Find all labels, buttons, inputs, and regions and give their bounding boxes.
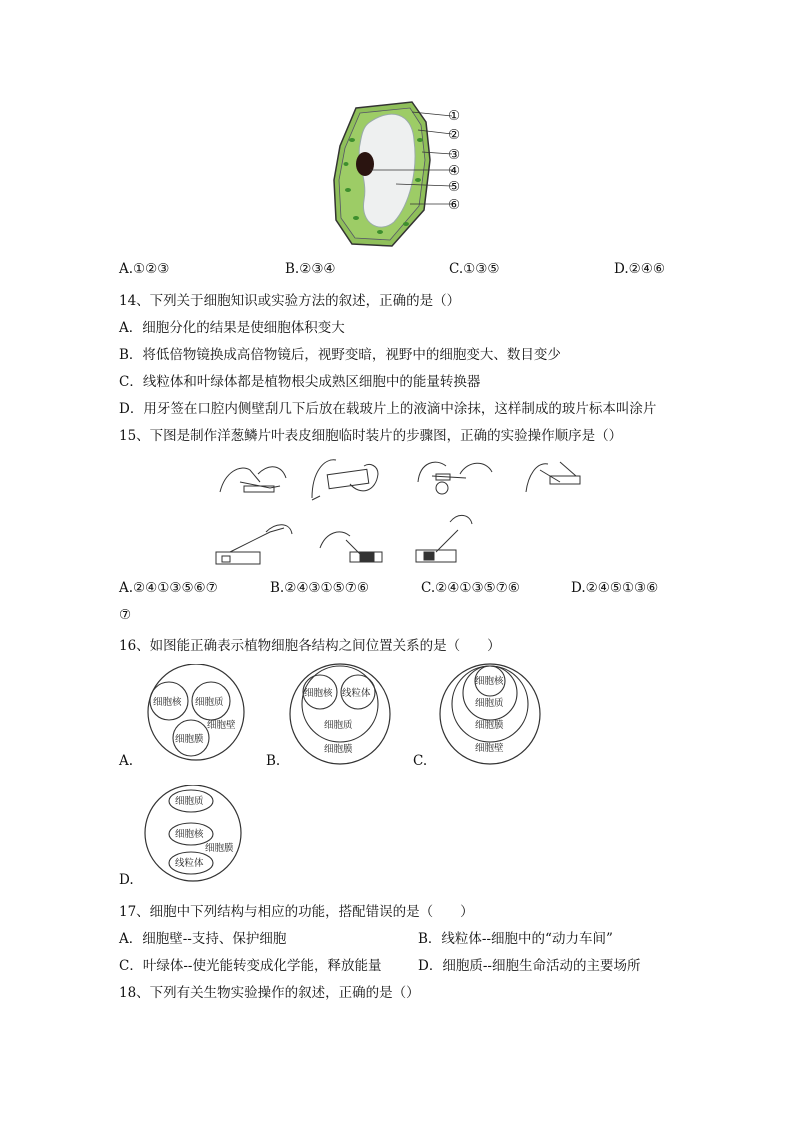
step-illustration-6 [320, 532, 382, 562]
q14-stem: 14、下列关于细胞知识或实验方法的叙述，正确的是（） [119, 293, 461, 309]
label-cytoplasm: 细胞质 [324, 720, 353, 731]
q17-stem: 17、细胞中下列结构与相应的功能，搭配错误的是（ ） [119, 904, 474, 920]
step-illustration-3 [418, 462, 492, 494]
q13-option-b[interactable]: B.②③④ [285, 261, 336, 277]
label-nucleus: 细胞核 [175, 829, 204, 840]
label-membrane: 细胞膜 [175, 734, 204, 745]
q17-option-a[interactable]: A．细胞壁--支持、保护细胞 [119, 931, 287, 947]
q16-stem: 16、如图能正确表示植物细胞各结构之间位置关系的是（ ） [119, 638, 501, 654]
cell-label-3: ③ [448, 147, 461, 163]
label-nucleus: 细胞核 [304, 688, 333, 699]
label-wall: 细胞壁 [207, 720, 236, 731]
step-illustration-1 [220, 467, 286, 492]
cell-label-6: ⑥ [448, 197, 461, 213]
q17-option-d[interactable]: D．细胞质--细胞生命活动的主要场所 [418, 958, 641, 974]
q16-option-d-label[interactable]: D. [119, 872, 134, 888]
q17-option-b[interactable]: B．线粒体--细胞中的“动力车间” [418, 931, 613, 947]
q15-option-d[interactable]: D.②④⑤①③⑥ [571, 580, 659, 596]
q14-option-b[interactable]: B．将低倍物镜换成高倍物镜后，视野变暗，视野中的细胞变大、数目变少 [119, 347, 561, 363]
cell-label-4: ④ [448, 163, 461, 179]
label-membrane: 细胞膜 [324, 744, 353, 755]
cell-label-5: ⑤ [448, 179, 461, 195]
label-mitochondria: 线粒体 [342, 688, 371, 699]
step-illustration-4 [526, 462, 580, 492]
step-illustration-7 [416, 515, 472, 562]
q16-diagram-b [288, 662, 398, 766]
label-cytoplasm: 细胞质 [195, 697, 224, 708]
q15-option-b[interactable]: B.②④③①⑤⑦⑥ [270, 580, 369, 596]
q13-option-a[interactable]: A.①②③ [119, 261, 170, 277]
q15-option-a[interactable]: A.②④①③⑤⑥⑦ [119, 580, 218, 596]
label-nucleus: 细胞核 [475, 676, 504, 687]
cell-label-1: ① [448, 108, 461, 124]
q13-option-c[interactable]: C.①③⑤ [449, 261, 500, 277]
q16-diagram-d [143, 785, 253, 885]
q16-option-c-label[interactable]: C. [413, 753, 428, 769]
label-mitochondria: 线粒体 [175, 858, 204, 869]
q16-option-b-label[interactable]: B. [266, 753, 281, 769]
q15-stem: 15、下图是制作洋葱鳞片叶表皮细胞临时装片的步骤图，正确的实验操作顺序是（） [119, 428, 623, 444]
q16-option-a-label[interactable]: A. [119, 753, 134, 769]
step-illustration-2 [312, 460, 378, 500]
q18-stem: 18、下列有关生物实验操作的叙述，正确的是（） [119, 985, 420, 1001]
q14-option-d[interactable]: D．用牙签在口腔内侧壁刮几下后放在载玻片上的液滴中涂抹，这样制成的玻片标本叫涂片 [119, 401, 657, 417]
slide-preparation-steps-figure [200, 452, 600, 572]
label-nucleus: 细胞核 [153, 697, 182, 708]
label-membrane: 细胞膜 [205, 843, 234, 854]
q14-option-c[interactable]: C．线粒体和叶绿体都是植物根尖成熟区细胞中的能量转换器 [119, 374, 481, 390]
label-wall: 细胞壁 [475, 743, 504, 754]
cell-label-2: ② [448, 127, 461, 143]
label-cytoplasm: 细胞质 [175, 796, 204, 807]
q13-option-d[interactable]: D.②④⑥ [614, 261, 665, 277]
q16-diagram-c [438, 662, 548, 766]
step-illustration-5 [216, 525, 292, 564]
q15-option-d-continued: ⑦ [119, 607, 132, 623]
label-membrane: 细胞膜 [475, 720, 504, 731]
q14-option-a[interactable]: A．细胞分化的结果是使细胞体积变大 [119, 320, 345, 336]
q15-option-c[interactable]: C.②④①③⑤⑦⑥ [421, 580, 520, 596]
label-cytoplasm: 细胞质 [475, 698, 504, 709]
q16-diagram-a [143, 664, 253, 764]
q17-option-c[interactable]: C．叶绿体--使光能转变成化学能，释放能量 [119, 958, 382, 974]
